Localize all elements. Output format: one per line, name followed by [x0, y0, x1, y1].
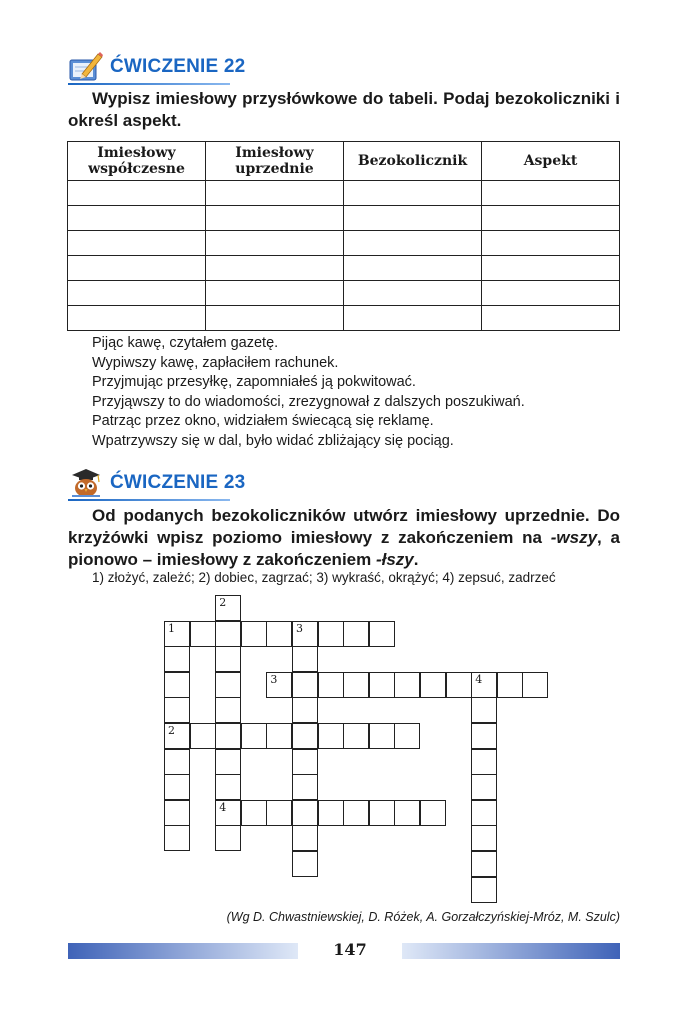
crossword-cell[interactable] [292, 774, 318, 800]
crossword-cell[interactable] [164, 723, 190, 749]
table-cell[interactable] [482, 231, 620, 256]
table-cell[interactable] [344, 306, 482, 331]
table-cell[interactable] [206, 206, 344, 231]
crossword-cell[interactable] [369, 621, 395, 647]
table-cell[interactable] [68, 231, 206, 256]
crossword-cell[interactable] [343, 800, 369, 826]
crossword-cell[interactable] [446, 672, 472, 698]
exercise-23-instruction: Od podanych bezokoliczników utwórz imiesłowy uprzednie. Do krzyżówki wpisz poziomo imiesłowy z zakończeniem na -wszy, a pionowo – imiesłowy z zakończeniem -łszy. [68, 506, 620, 569]
crossword-cell[interactable] [164, 774, 190, 800]
sentence: Wypiwszy kawę, zapłaciłem rachunek. [92, 354, 339, 371]
crossword-cell[interactable] [292, 621, 318, 647]
exercise-22-header [68, 52, 246, 86]
clue-number: 3 [270, 672, 278, 686]
table-cell[interactable] [206, 231, 344, 256]
clue-number: 2 [219, 596, 227, 609]
crossword-cell[interactable] [241, 621, 267, 647]
crossword-cell[interactable] [241, 800, 267, 826]
footer-bar-left [68, 943, 298, 959]
table-cell[interactable] [206, 256, 344, 281]
crossword-cell[interactable] [292, 646, 318, 672]
crossword-cell[interactable] [343, 621, 369, 647]
table-cell[interactable] [482, 306, 620, 331]
crossword-cell[interactable] [471, 749, 497, 775]
crossword-cell[interactable] [343, 723, 369, 749]
crossword-cell[interactable] [266, 800, 292, 826]
crossword-cell[interactable] [292, 697, 318, 723]
crossword-cell[interactable] [318, 723, 344, 749]
crossword-cell[interactable] [266, 621, 292, 647]
participles-table [67, 141, 620, 331]
crossword-cell[interactable] [215, 825, 241, 851]
title-underline [68, 499, 230, 501]
table-cell[interactable] [344, 181, 482, 206]
crossword-cell[interactable] [394, 800, 420, 826]
sentence: Przyjmując przesyłkę, zapomniałeś ją pokwitować. [92, 374, 416, 390]
exercise-22-title: ĆWICZENIE 22 [110, 56, 246, 77]
table-cell[interactable] [68, 181, 206, 206]
crossword-cell[interactable] [241, 723, 267, 749]
crossword-cell[interactable] [164, 646, 190, 672]
crossword-cell[interactable] [369, 672, 395, 698]
sentence: Wpatrzywszy się w dal, było widać zbliżający się pociąg. [92, 432, 454, 449]
source-citation: (Wg D. Chwastniewskiej, D. Różek, A. Gorzałczyńskiej-Mróz, M. Szulc) [226, 910, 620, 924]
crossword-cell[interactable] [471, 851, 497, 877]
table-cell[interactable] [482, 206, 620, 231]
table-cell[interactable] [482, 256, 620, 281]
table-row [68, 181, 620, 206]
crossword-cell[interactable] [343, 672, 369, 698]
table-row [68, 206, 620, 231]
pencil-notepad-icon [68, 52, 104, 82]
crossword-cell[interactable] [522, 672, 548, 698]
crossword-cell[interactable] [190, 723, 216, 749]
sentence: Przyjąwszy to do wiadomości, zrezygnował z dalszych poszukiwań. [92, 393, 525, 410]
crossword-cell[interactable] [369, 723, 395, 749]
title-underline [68, 83, 230, 85]
crossword-cell[interactable] [471, 800, 497, 826]
header-past-participles: Imiesłowy uprzednie [206, 142, 344, 181]
table-cell[interactable] [344, 206, 482, 231]
crossword-cell[interactable] [215, 646, 241, 672]
footer-bar-right [402, 943, 620, 959]
crossword-cell[interactable] [215, 672, 241, 698]
crossword-cell[interactable] [215, 621, 241, 647]
table-cell[interactable] [206, 181, 344, 206]
owl-graduate-icon [68, 468, 104, 498]
crossword-cell[interactable] [471, 825, 497, 851]
crossword-cell[interactable] [369, 800, 395, 826]
crossword-cell[interactable] [215, 774, 241, 800]
table-cell[interactable] [206, 306, 344, 331]
crossword-cell[interactable] [420, 672, 446, 698]
crossword-cell[interactable] [266, 723, 292, 749]
table-cell[interactable] [68, 281, 206, 306]
crossword-cell[interactable] [215, 697, 241, 723]
sentence: Patrząc przez okno, widziałem świecącą się reklamę. [92, 413, 434, 429]
exercise-22-instruction: Wypisz imiesłowy przysłówkowe do tabeli. Podaj bezokoliczniki i określ aspekt. [68, 89, 620, 130]
crossword-cell[interactable] [318, 672, 344, 698]
crossword-cell[interactable] [471, 877, 497, 903]
crossword-cell[interactable] [215, 800, 241, 826]
crossword-cell[interactable] [497, 672, 523, 698]
table-cell[interactable] [482, 281, 620, 306]
table-cell[interactable] [344, 281, 482, 306]
crossword-cell[interactable] [164, 621, 190, 647]
table-row [68, 306, 620, 331]
crossword-cell[interactable] [318, 621, 344, 647]
table-cell[interactable] [482, 181, 620, 206]
crossword-cell[interactable] [471, 672, 497, 698]
crossword-cell[interactable] [471, 697, 497, 723]
clue-number: 1 [168, 621, 175, 635]
crossword-cell[interactable] [215, 595, 241, 621]
exercise-23-header [68, 468, 246, 502]
crossword-cell[interactable] [292, 723, 318, 749]
clue-number: 2 [168, 724, 175, 737]
crossword-cell[interactable] [190, 621, 216, 647]
sentence: Pijąc kawę, czytałem gazetę. [92, 335, 279, 351]
clue-number: 4 [475, 672, 483, 686]
crossword-cell[interactable] [394, 672, 420, 698]
table-row [68, 256, 620, 281]
crossword-cell[interactable] [292, 672, 318, 698]
clue-number: 4 [219, 800, 227, 814]
table-cell[interactable] [68, 306, 206, 331]
header-aspect: Aspekt [482, 142, 620, 181]
crossword-cell[interactable] [164, 749, 190, 775]
table-cell[interactable] [68, 256, 206, 281]
table-row [68, 231, 620, 256]
example-sentences [92, 334, 525, 451]
table-cell[interactable] [68, 206, 206, 231]
crossword-cell[interactable] [215, 749, 241, 775]
page-number: 147 [333, 940, 367, 959]
crossword-cell[interactable] [292, 800, 318, 826]
crossword-cell[interactable] [292, 749, 318, 775]
exercise-23-title: ĆWICZENIE 23 [110, 472, 246, 493]
crossword-cell[interactable] [471, 723, 497, 749]
crossword-cell[interactable] [164, 697, 190, 723]
crossword-cell[interactable] [266, 672, 292, 698]
crossword-cell[interactable] [420, 800, 446, 826]
crossword-cell[interactable] [164, 800, 190, 826]
clue-number: 3 [296, 621, 303, 635]
header-present-participles: Imiesłowy współczesne [68, 142, 206, 181]
crossword-cell[interactable] [164, 825, 190, 851]
infinitive-options: 1) złożyć, zależć; 2) dobiec, zagrzać; 3) wykraść, okrążyć; 4) zepsuć, zadrzeć [92, 570, 556, 585]
crossword-cell[interactable] [292, 825, 318, 851]
crossword-cell[interactable] [292, 851, 318, 877]
crossword-cell[interactable] [394, 723, 420, 749]
crossword-cell[interactable] [318, 800, 344, 826]
crossword-cell[interactable] [471, 774, 497, 800]
table-row [68, 281, 620, 306]
table-cell[interactable] [344, 231, 482, 256]
table-cell[interactable] [206, 281, 344, 306]
header-infinitive: Bezokolicznik [344, 142, 482, 181]
crossword-cell[interactable] [164, 672, 190, 698]
table-cell[interactable] [344, 256, 482, 281]
crossword-cell[interactable] [215, 723, 241, 749]
